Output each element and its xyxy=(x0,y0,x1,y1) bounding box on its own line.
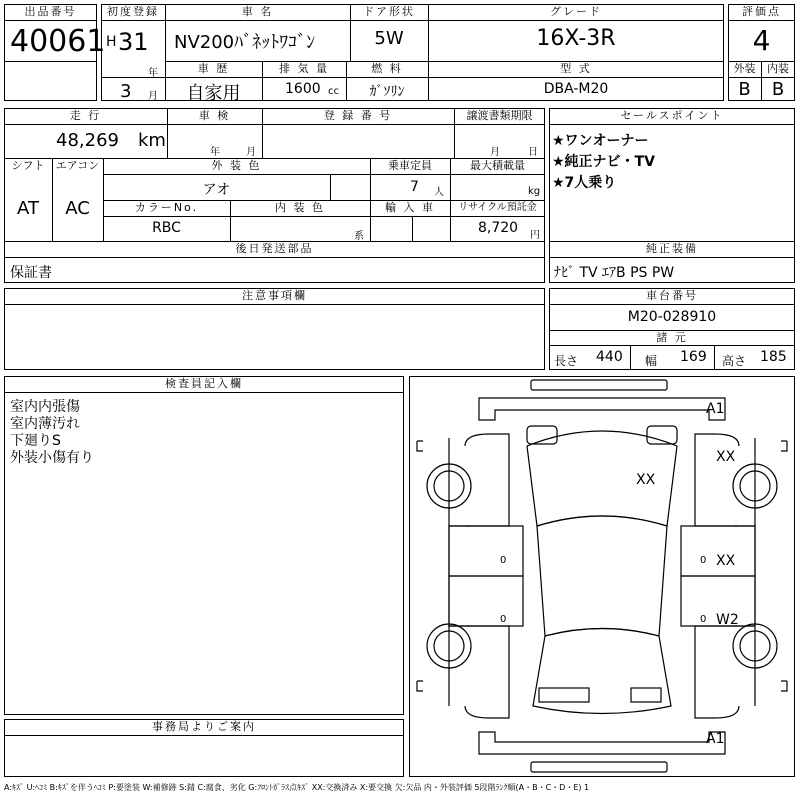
inspection-month: 月 xyxy=(246,147,256,158)
transfer-month: 月 xyxy=(490,147,500,158)
import-label: 輸 入 車 xyxy=(385,201,435,214)
mark-front: A1 xyxy=(706,401,725,417)
office-label: 事務局よりご案内 xyxy=(152,720,256,733)
spec-label: 諸 元 xyxy=(656,331,688,344)
sales-point: ★7人乗り xyxy=(552,175,617,191)
history-label: 車 歴 xyxy=(197,62,230,75)
displacement-unit: cc xyxy=(328,86,339,97)
exterior-grade: B xyxy=(738,79,751,100)
mark-rear-right-door: W2 xyxy=(716,612,739,628)
door-label: ドア形状 xyxy=(363,5,415,18)
mark-right-rear-door-inner: 0 xyxy=(700,614,707,625)
capacity: 7 xyxy=(410,179,419,195)
reg-year: 31 xyxy=(118,28,149,56)
fuel-label: 燃 料 xyxy=(371,62,403,75)
model-code: DBA-M20 xyxy=(543,81,609,97)
score: 4 xyxy=(752,24,771,57)
chassis-label: 車台番号 xyxy=(646,289,698,302)
notes-label: 注意事項欄 xyxy=(242,289,307,302)
mark-right-front-door-inner: 0 xyxy=(700,555,707,566)
parts: 保証書 xyxy=(10,265,52,281)
interior-grade: B xyxy=(771,79,785,100)
chassis-number: M20-028910 xyxy=(627,309,717,325)
legend: A:ｷｽﾞ U:ﾍｺﾐ B:ｷｽﾞを伴うﾍｺﾐ P:要塗装 W:補修跡 S:錆 C:腐食、劣化 G:ﾌﾛﾝﾄｶﾞﾗｽ点ｷｽﾞ XX:交換済み X:要交換 欠:欠品 内・外装評価 5段階ﾗﾝｸ順(A・B・C・D・E) 1 xyxy=(4,783,590,792)
sales-label: セールスポイント xyxy=(620,109,724,122)
first-reg-label: 初度登録 xyxy=(107,5,159,18)
ac: AC xyxy=(65,198,90,219)
era: H xyxy=(106,34,117,50)
mileage: 48,269 xyxy=(56,130,119,151)
inspection-year: 年 xyxy=(210,147,220,158)
inspector-note: 外装小傷有り xyxy=(10,450,94,466)
equip: ﾅﾋﾞ TV ｴｱB PS PW xyxy=(554,265,675,281)
lot-label: 出品番号 xyxy=(24,5,77,18)
ac-label: エアコン xyxy=(55,159,100,172)
mileage-unit: km xyxy=(138,130,166,151)
year-unit: 年 xyxy=(148,68,158,79)
car-name-label: 車 名 xyxy=(241,5,274,18)
inspector-note: 室内薄汚れ xyxy=(10,416,80,432)
inspection-label: 車 検 xyxy=(198,109,231,122)
interior-label: 内装 xyxy=(767,62,789,75)
mark-front-right-door: XX xyxy=(716,553,736,569)
transfer-label: 譲渡書類期限 xyxy=(466,109,533,122)
capacity-label: 乗車定員 xyxy=(388,159,432,172)
shift-label: シフト xyxy=(11,159,45,172)
capacity-unit: 人 xyxy=(434,187,444,198)
mileage-label: 走 行 xyxy=(69,109,102,122)
int-color-unit: 系 xyxy=(354,231,364,242)
inspector-note: 下廻りS xyxy=(10,433,61,449)
recycle-unit: 円 xyxy=(530,230,540,241)
height-label: 高さ xyxy=(722,354,747,368)
model-label: 型 式 xyxy=(560,62,592,75)
mark-left-rear-door: 0 xyxy=(500,614,507,625)
door-type: 5W xyxy=(374,28,404,49)
exterior-label: 外装 xyxy=(733,62,756,75)
mark-rear: A1 xyxy=(706,731,725,747)
mark-left-front-door: 0 xyxy=(500,555,507,566)
equip-label: 純正装備 xyxy=(646,242,698,255)
width-label: 幅 xyxy=(645,354,658,368)
mark-front-right-fender: XX xyxy=(716,449,736,465)
shift: AT xyxy=(17,198,39,219)
recycle-label: リサイクル預託金 xyxy=(458,202,537,213)
color-label: 外 装 色 xyxy=(211,159,262,172)
car-diagram xyxy=(409,376,795,777)
sales-point: ★純正ナビ・TV xyxy=(552,154,655,170)
score-label: 評価点 xyxy=(742,5,781,18)
mark-hood: XX xyxy=(636,472,656,488)
transfer-day: 日 xyxy=(528,147,538,158)
length-label: 長さ xyxy=(554,354,579,368)
inspector-label: 検査員記入欄 xyxy=(165,377,243,390)
length: 440 xyxy=(596,349,623,365)
max-load-unit: kg xyxy=(528,186,541,197)
color-no-label: カラーNo. xyxy=(134,201,199,214)
grade-label: グレード xyxy=(550,5,602,18)
inspector-note: 室内内張傷 xyxy=(10,399,80,415)
fuel: ｶﾞｿﾘﾝ xyxy=(369,84,405,100)
sales-point: ★ワンオーナー xyxy=(552,133,649,149)
parts-label: 後日発送部品 xyxy=(235,242,314,255)
color-no: RBC xyxy=(152,220,181,236)
displacement-label: 排 気 量 xyxy=(279,62,329,75)
max-load-label: 最大積載量 xyxy=(470,159,525,172)
recycle-amount: 8,720 xyxy=(478,220,519,236)
regno-label: 登 録 番 号 xyxy=(323,109,393,122)
history: 自家用 xyxy=(186,83,241,104)
int-color-label: 内 装 色 xyxy=(275,201,325,214)
width: 169 xyxy=(680,349,707,365)
displacement: 1600 xyxy=(285,81,321,97)
grade: 16X-3R xyxy=(536,26,616,51)
color: アオ xyxy=(202,182,231,198)
month-unit: 月 xyxy=(148,91,158,102)
height: 185 xyxy=(760,349,787,365)
lot-number: 40061 xyxy=(10,24,106,59)
reg-month: 3 xyxy=(120,81,132,102)
car-name: NV200ﾊﾞﾈｯﾄﾜｺﾞﾝ xyxy=(174,32,316,53)
